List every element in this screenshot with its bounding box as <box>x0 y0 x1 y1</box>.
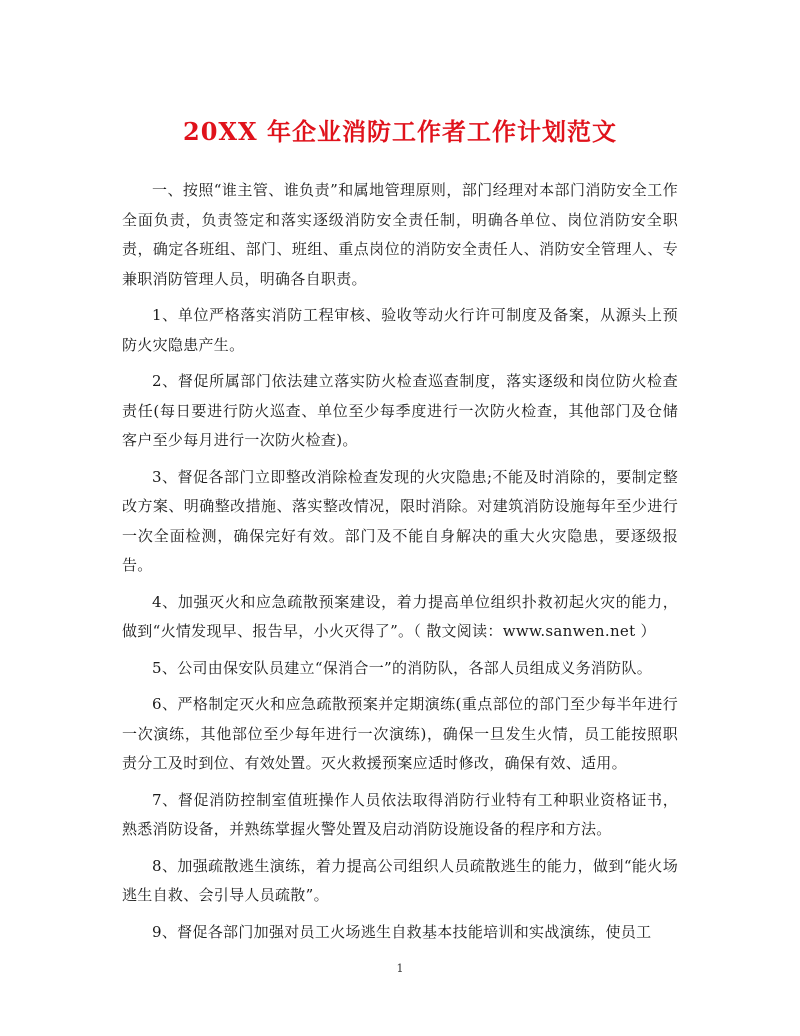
paragraph-item-7: 7、督促消防控制室值班操作人员依法取得消防行业特有工种职业资格证书，熟悉消防设备，并熟练掌握火警处置及启动消防设施设备的程序和方法。 <box>122 790 678 838</box>
document-body <box>122 176 678 954</box>
paragraph-item-1: 1、单位严格落实消防工程审核、验收等动火行许可制度及备案，从源头上预防火灾隐患产生。 <box>122 306 678 354</box>
page-number: 1 <box>396 962 404 975</box>
paragraph-item-3: 3、督促各部门立即整改消除检查发现的火灾隐患;不能及时消除的，要制定整改方案、明确整改措施、落实整改情况，限时消除。对建筑消防设施每年至少进行一次全面检测，确保完好有效。部门及不能自身解决的重大火灾隐患，要逐级报告。 <box>122 467 678 574</box>
paragraph-intro: 一、按照“谁主管、谁负责”和属地管理原则，部门经理对本部门消防安全工作全面负责，负责签定和落实逐级消防安全责任制，明确各单位、岗位消防安全职责，确定各班组、部门、班组、重点岗位的消防安全责任人、消防安全管理人、专兼职消防管理人员，明确各自职责。 <box>122 181 678 288</box>
document-title: 20XX 年企业消防工作者工作计划范文 <box>183 117 617 146</box>
paragraph-item-9: 9、督促各部门加强对员工火场逃生自救基本技能培训和实战演练，使员工 <box>152 922 652 941</box>
paragraph-item-8: 8、加强疏散逃生演练，着力提高公司组织人员疏散逃生的能力，做到“能火场逃生自救、会引导人员疏散”。 <box>122 856 678 904</box>
paragraph-item-4: 4、加强灭火和应急疏散预案建设，着力提高单位组织扑救初起火灾的能力，做到“火情发现早、报告早，小火灭得了”。（ 散文阅读：www.sanwen.net ） <box>122 592 678 640</box>
paragraph-item-6: 6、严格制定灭火和应急疏散预案并定期演练(重点部位的部门至少每半年进行一次演练，其他部位至少每年进行一次演练)，确保一旦发生火情，员工能按照职责分工及时到位、有效处置。灭火救援预案应适时修改，确保有效、适用。 <box>122 695 678 772</box>
paragraph-item-5: 5、公司由保安队员建立“保消合一”的消防队，各部人员组成义务消防队。 <box>152 658 653 677</box>
paragraph-item-2: 2、督促所属部门依法建立落实防火检查巡查制度，落实逐级和岗位防火检查责任(每日要进行防火巡查、单位至少每季度进行一次防火检查，其他部门及仓储客户至少每月进行一次防火检查)。 <box>122 372 678 449</box>
